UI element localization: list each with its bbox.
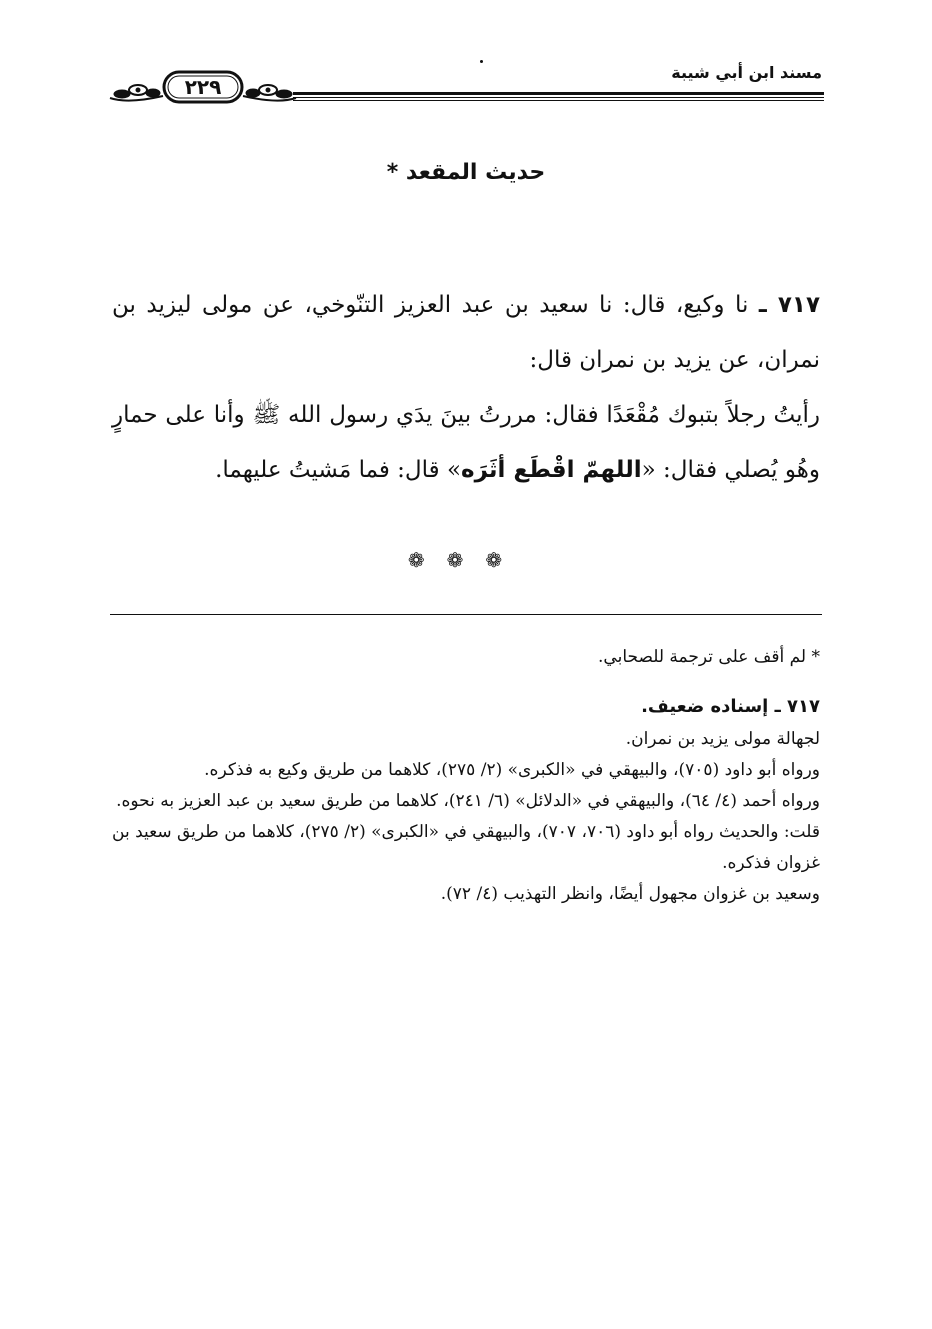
footnote-line: ورواه أبو داود (٧٠٥)، والبيهقي في «الكبرى» (٢/ ٢٧٥)، كلاهما من طريق وكيع به فذكره. [204, 760, 820, 780]
footnotes [112, 642, 820, 910]
section-separator-stars: ❁❁❁ [407, 548, 525, 572]
running-header-title: مسند ابن أبي شيبة [671, 63, 822, 82]
footnote-heading: ٧١٧ ـ إسناده ضعيف. [641, 696, 820, 717]
speck [480, 60, 483, 63]
header-rule [293, 92, 824, 102]
hadith-matn-part-1: رأيتُ رجلاً بتبوك مُقْعَدًا فقال: مررتُ بينَ يدَي رسول الله ﷺ وأنا على حمارٍ وهُو يُصلي فقال: « [112, 402, 820, 483]
footnote-line: لجهالة مولى يزيد بن نمران. [625, 729, 820, 749]
hadith-isnad-paragraph [112, 278, 820, 388]
hadith-isnad: نا وكيع، قال: نا سعيد بن عبد العزيز التنّوخي، عن مولى ليزيد بن نمران، عن يزيد بن نمران قال: [112, 292, 820, 373]
footnote-line: ورواه أحمد (٤/ ٦٤)، والبيهقي في «الدلائل» (٦/ ٢٤١)، كلاهما من طريق سعيد بن عبد العزيز به نحوه. [116, 791, 820, 811]
footnote-line: قلت: والحديث رواه أبو داود (٧٠٦، ٧٠٧)، والبيهقي في «الكبرى» (٢/ ٢٧٥)، كلاهما من طريق سعيد بن غزوان فذكره. [112, 822, 821, 873]
footnote-line: وسعيد بن غزوان مجهول أيضًا، وانظر التهذيب (٤/ ٧٢). [440, 884, 820, 904]
hadith-matn-paragraph [112, 388, 820, 498]
hadith-text [112, 278, 820, 498]
chapter-heading: حديث المقعد * [386, 160, 546, 185]
footnote-note: * لم أقف على ترجمة للصحابي. [598, 647, 820, 667]
footnote-divider [110, 614, 822, 615]
hadith-matn-part-2: » قال: فما مَشيتُ عليهما. [215, 457, 462, 483]
hadith-number: ٧١٧ ـ [758, 292, 821, 318]
hadith-dua: اللهمّ اقْطَع أثَرَه [461, 457, 642, 483]
page-number: ٢٢٩ [184, 75, 222, 99]
